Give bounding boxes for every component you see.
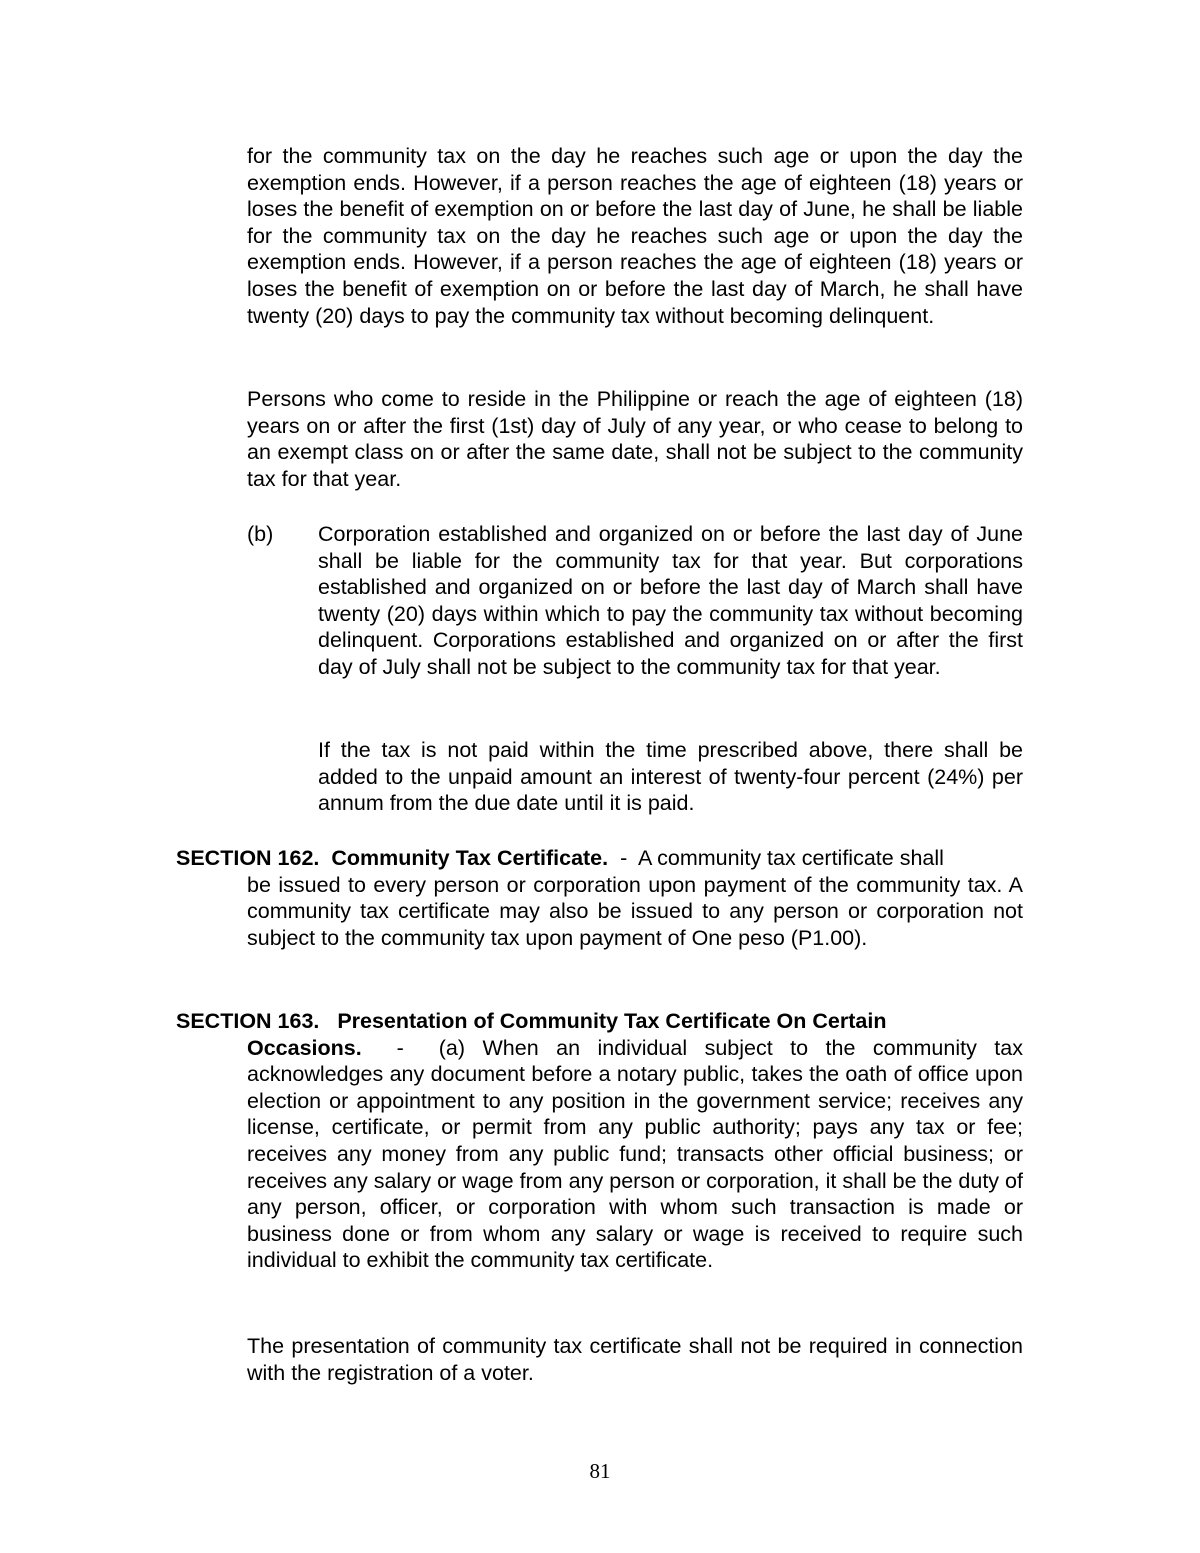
interest-paragraph: If the tax is not paid within the time prescribed above, there shall be added to the unpaid amount an interest of twenty-four percent (24%) per annum from the due date until it is paid. bbox=[318, 738, 1023, 816]
item-b-block bbox=[318, 521, 1023, 681]
residents-paragraph: Persons who come to reside in the Philippine or reach the age of eighteen (18) years on or after the first (1st) day of July of any year, or who cease to belong to an exempt class on or after the same date, shall not be subject to the community tax for that year. bbox=[247, 387, 1023, 491]
voter-paragraph: The presentation of community tax certificate shall not be required in connection with the registration of a voter. bbox=[247, 1334, 1023, 1385]
section-162-separator: - bbox=[620, 846, 628, 870]
section-163-label: SECTION 163. bbox=[176, 1009, 320, 1033]
section-162-title: Community Tax Certificate. bbox=[331, 846, 609, 870]
section-163-title-line1: Presentation of Community Tax Certificate On Certain bbox=[337, 1009, 887, 1033]
continuation-block bbox=[247, 143, 1023, 329]
continuation-paragraph: for the community tax on the day he reaches such age or upon the day the exemption ends. However, if a person reaches the age of eighteen (18) years or loses the benefit of exemption on or before the last day of June, he shall be liable for the community tax on the day he reaches such age or upon the day the exemption ends. However, if a person reaches the age of eighteen (18) years or loses the benefit of exemption on or before the last day of March, he shall have twenty (20) days to pay the community tax without becoming delinquent. bbox=[247, 144, 1023, 328]
section-163-heading bbox=[176, 1008, 1023, 1035]
section-163-body-block bbox=[247, 1035, 1023, 1274]
section-162 bbox=[176, 845, 1023, 951]
section-163-body: (a) When an individual subject to the community tax acknowledges any document before a notary public, takes the oath of office upon election or appointment to any position in the government service; receives any license, certificate, or permit from any public authority; pays any tax or fee; receives any money from any public fund; transacts other official business; or receives any salary or wage from any person or corporation, it shall be the duty of any person, officer, or corporation with whom such transaction is made or business done or from whom any salary or wage is received to require such individual to exhibit the community tax certificate. bbox=[247, 1035, 1023, 1273]
interest-block bbox=[318, 737, 1023, 817]
item-b-paragraph: Corporation established and organized on or before the last day of June shall be liable for the community tax for that year. But corporations established and organized on or before the last day of March shall have twenty (20) days within which to pay the community tax without becoming delinquent. Corporations established and organized on or after the first day of July shall not be subject to the community tax for that year. bbox=[318, 522, 1023, 679]
item-b-marker: (b) bbox=[247, 522, 274, 546]
residents-block bbox=[247, 386, 1023, 492]
voter-block bbox=[247, 1333, 1023, 1386]
section-162-label: SECTION 162. bbox=[176, 846, 320, 870]
section-163-title-line2: Occasions. bbox=[247, 1035, 362, 1060]
section-163 bbox=[176, 1008, 1023, 1274]
section-163-separator: - bbox=[396, 1035, 404, 1060]
section-162-body: be issued to every person or corporation upon payment of the community tax. A community tax certificate may also be issued to any person or corporation not subject to the community tax upon payment of One peso (P1.00). bbox=[247, 872, 1023, 950]
section-162-heading bbox=[176, 845, 1023, 872]
page-number: 81 bbox=[589, 1459, 611, 1483]
section-162-lead: A community tax certificate shall bbox=[638, 846, 944, 870]
